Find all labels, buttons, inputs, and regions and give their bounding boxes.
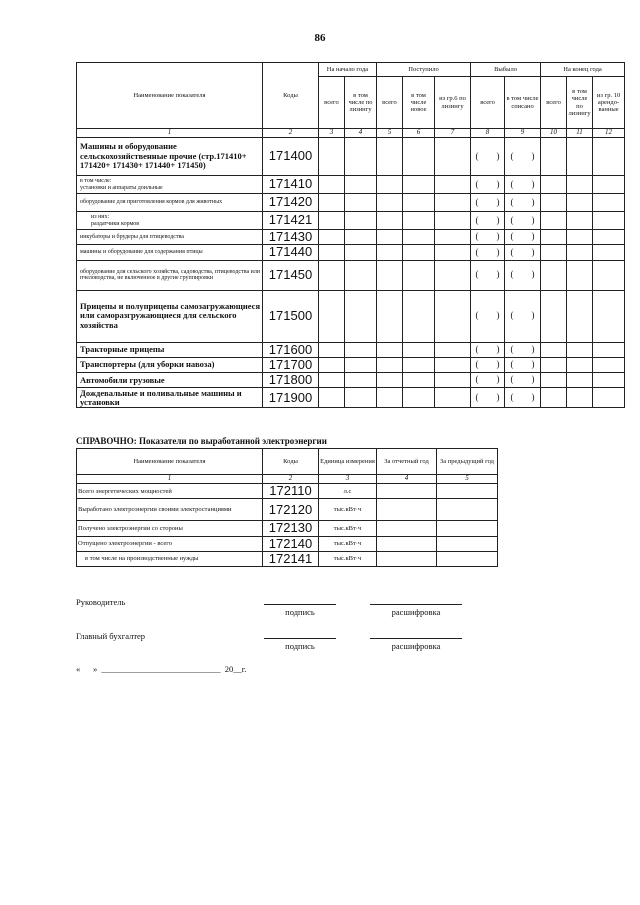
head-label: Руководитель (76, 597, 126, 607)
ref-value-cell[interactable] (437, 551, 498, 566)
ref-row-name: Получено электроэнергии со стороны (77, 521, 263, 536)
paren-cell[interactable]: ( ) (505, 342, 541, 357)
value-cell[interactable] (593, 138, 625, 176)
row-name: Транспортеры (для уборки навоза) (77, 357, 263, 372)
paren-cell[interactable]: ( ) (505, 176, 541, 194)
row-code: 171600 (263, 342, 319, 357)
ref-value-cell[interactable] (437, 499, 498, 521)
value-cell[interactable] (541, 342, 567, 357)
paren-cell[interactable]: ( ) (505, 194, 541, 212)
reference-table-body (77, 484, 498, 567)
ref-table-row (77, 521, 498, 536)
ref-table-row (77, 551, 498, 566)
value-cell[interactable] (435, 290, 471, 342)
value-cell[interactable] (567, 373, 593, 388)
value-cell[interactable] (377, 230, 403, 245)
paren-cell[interactable]: ( ) (505, 230, 541, 245)
value-cell[interactable] (593, 260, 625, 290)
value-cell[interactable] (377, 176, 403, 194)
row-name: Машины и оборудование сельскохозяйственные прочие (стр.171410+ 171420+ 171430+ 171440+ 171450) (77, 138, 263, 176)
value-cell[interactable] (593, 357, 625, 372)
header-sub: всего (471, 77, 505, 129)
table-row (77, 388, 625, 408)
header-name: Наименование показателя (77, 63, 263, 129)
paren-cell[interactable]: ( ) (471, 388, 505, 408)
value-cell[interactable] (403, 176, 435, 194)
row-name: оборудование для приготовления кормов для животных (77, 194, 263, 212)
paren-cell[interactable]: ( ) (471, 212, 505, 230)
accountant-signature-caption: подпись (285, 641, 315, 651)
value-cell[interactable] (541, 194, 567, 212)
ref-row-unit: тыс.кВт·ч (319, 521, 377, 536)
value-cell[interactable] (319, 230, 345, 245)
value-cell[interactable] (377, 357, 403, 372)
value-cell[interactable] (377, 290, 403, 342)
value-cell[interactable] (593, 373, 625, 388)
value-cell[interactable] (435, 194, 471, 212)
paren-cell[interactable]: ( ) (471, 260, 505, 290)
row-name: Тракторные прицепы (77, 342, 263, 357)
accountant-transcript-line[interactable] (370, 638, 462, 639)
row-name: из них: раздатчики кормов (77, 212, 263, 230)
ref-table-row (77, 484, 498, 499)
value-cell[interactable] (403, 290, 435, 342)
value-cell[interactable] (377, 260, 403, 290)
value-cell[interactable] (593, 290, 625, 342)
value-cell[interactable] (567, 245, 593, 260)
value-cell[interactable] (435, 260, 471, 290)
ref-row-code: 172130 (263, 521, 319, 536)
paren-cell[interactable]: ( ) (471, 245, 505, 260)
value-cell[interactable] (593, 245, 625, 260)
ref-row-name: Всего энергетических мощностей (77, 484, 263, 499)
value-cell[interactable] (435, 245, 471, 260)
value-cell[interactable] (593, 230, 625, 245)
value-cell[interactable] (345, 212, 377, 230)
paren-cell[interactable]: ( ) (505, 290, 541, 342)
ref-row-unit: тыс.кВт·ч (319, 499, 377, 521)
paren-cell[interactable]: ( ) (471, 138, 505, 176)
ref-row-name: Отпущено электроэнергии - всего (77, 536, 263, 551)
value-cell[interactable] (377, 212, 403, 230)
value-cell[interactable] (567, 388, 593, 408)
index-cell: 12 (593, 129, 625, 138)
value-cell[interactable] (435, 388, 471, 408)
value-cell[interactable] (345, 373, 377, 388)
index-cell: 7 (435, 129, 471, 138)
row-code: 171410 (263, 176, 319, 194)
index-cell: 2 (263, 129, 319, 138)
head-transcript-caption: расшифровка (391, 607, 441, 617)
value-cell[interactable] (403, 357, 435, 372)
header-sub: из гр.6 по лизингу (435, 77, 471, 129)
value-cell[interactable] (319, 245, 345, 260)
value-cell[interactable] (345, 388, 377, 408)
value-cell[interactable] (403, 194, 435, 212)
paren-cell[interactable]: ( ) (471, 230, 505, 245)
value-cell[interactable] (541, 357, 567, 372)
ref-table-row (77, 499, 498, 521)
header-codes: Коды (263, 63, 319, 129)
ref-header-current-year: За отчетный год (377, 449, 437, 475)
row-code: 171800 (263, 373, 319, 388)
value-cell[interactable] (567, 212, 593, 230)
header-sub: всего (541, 77, 567, 129)
value-cell[interactable] (345, 138, 377, 176)
value-cell[interactable] (345, 176, 377, 194)
value-cell[interactable] (345, 245, 377, 260)
head-signature-caption: подпись (285, 607, 315, 617)
value-cell[interactable] (541, 245, 567, 260)
value-cell[interactable] (567, 194, 593, 212)
value-cell[interactable] (345, 342, 377, 357)
header-sub: в том числе списано (505, 77, 541, 129)
value-cell[interactable] (435, 342, 471, 357)
ref-index-cell: 4 (377, 475, 437, 484)
table-row (77, 212, 625, 230)
row-name: Прицепы и полуприцепы самозагружающиеся или саморазгружающиеся для сельского хозяйства (77, 290, 263, 342)
value-cell[interactable] (403, 138, 435, 176)
ref-header-unit: Единица измерения (319, 449, 377, 475)
value-cell[interactable] (403, 245, 435, 260)
value-cell[interactable] (567, 357, 593, 372)
paren-cell[interactable]: ( ) (471, 290, 505, 342)
row-code: 171440 (263, 245, 319, 260)
paren-cell[interactable]: ( ) (505, 260, 541, 290)
value-cell[interactable] (403, 212, 435, 230)
value-cell[interactable] (345, 290, 377, 342)
value-cell[interactable] (593, 342, 625, 357)
value-cell[interactable] (403, 260, 435, 290)
table-row (77, 357, 625, 372)
paren-cell[interactable]: ( ) (471, 194, 505, 212)
paren-cell[interactable]: ( ) (505, 373, 541, 388)
value-cell[interactable] (319, 373, 345, 388)
table-row (77, 245, 625, 260)
date-field[interactable]: « » ____________________________ 20__г. (76, 664, 247, 674)
ref-value-cell[interactable] (377, 521, 437, 536)
ref-row-code: 172140 (263, 536, 319, 551)
index-cell: 6 (403, 129, 435, 138)
value-cell[interactable] (541, 230, 567, 245)
value-cell[interactable] (377, 194, 403, 212)
accountant-signature-line[interactable] (264, 638, 336, 639)
value-cell[interactable] (345, 230, 377, 245)
value-cell[interactable] (319, 290, 345, 342)
row-code: 171421 (263, 212, 319, 230)
row-code: 171500 (263, 290, 319, 342)
paren-cell[interactable]: ( ) (471, 357, 505, 372)
value-cell[interactable] (435, 138, 471, 176)
paren-cell[interactable]: ( ) (505, 138, 541, 176)
value-cell[interactable] (541, 373, 567, 388)
header-sub: в том числе по лизингу (567, 77, 593, 129)
ref-header-previous-year: За предыдущий год (437, 449, 498, 475)
paren-cell[interactable]: ( ) (471, 342, 505, 357)
index-cell: 9 (505, 129, 541, 138)
value-cell[interactable] (541, 138, 567, 176)
index-cell: 1 (77, 129, 263, 138)
ref-value-cell[interactable] (437, 484, 498, 499)
value-cell[interactable] (377, 342, 403, 357)
value-cell[interactable] (593, 176, 625, 194)
accountant-label: Главный бухгалтер (76, 631, 146, 641)
table-row (77, 138, 625, 176)
header-sub: в том числе новое (403, 77, 435, 129)
ref-row-code: 172120 (263, 499, 319, 521)
ref-index-cell: 2 (263, 475, 319, 484)
ref-value-cell[interactable] (377, 536, 437, 551)
paren-cell[interactable]: ( ) (505, 245, 541, 260)
value-cell[interactable] (435, 212, 471, 230)
ref-table-row (77, 536, 498, 551)
value-cell[interactable] (377, 245, 403, 260)
value-cell[interactable] (319, 212, 345, 230)
ref-row-name: в том числе на производственные нужды (77, 551, 263, 566)
main-table-body (77, 138, 625, 408)
value-cell[interactable] (345, 194, 377, 212)
table-row (77, 373, 625, 388)
row-code: 171400 (263, 138, 319, 176)
value-cell[interactable] (593, 194, 625, 212)
row-name: Автомобили грузовые (77, 373, 263, 388)
paren-cell[interactable]: ( ) (505, 212, 541, 230)
header-sub: из гр. 10 арендо-ванные (593, 77, 625, 129)
ref-row-unit: тыс.кВт·ч (319, 551, 377, 566)
ref-row-unit: л.с (319, 484, 377, 499)
value-cell[interactable] (541, 260, 567, 290)
table-row (77, 290, 625, 342)
ref-row-code: 172110 (263, 484, 319, 499)
ref-index-cell: 5 (437, 475, 498, 484)
paren-cell[interactable]: ( ) (505, 388, 541, 408)
header-group-out: Выбыло (471, 63, 541, 77)
value-cell[interactable] (541, 388, 567, 408)
value-cell[interactable] (319, 260, 345, 290)
value-cell[interactable] (541, 176, 567, 194)
paren-cell[interactable]: ( ) (505, 357, 541, 372)
value-cell[interactable] (319, 138, 345, 176)
page-number: 86 (314, 32, 326, 44)
value-cell[interactable] (319, 176, 345, 194)
ref-index-cell: 1 (77, 475, 263, 484)
ref-value-cell[interactable] (377, 499, 437, 521)
header-sub: всего (319, 77, 345, 129)
value-cell[interactable] (403, 388, 435, 408)
ref-header-name: Наименование показателя (77, 449, 263, 475)
row-name: оборудование для сельского хозяйства, садоводства, птицеводства или пчеловодства, не включенное в другие группировки (77, 260, 263, 290)
header-group-start: На начало года (319, 63, 377, 77)
value-cell[interactable] (345, 260, 377, 290)
reference-table (76, 448, 498, 567)
ref-index-cell: 3 (319, 475, 377, 484)
index-cell: 3 (319, 129, 345, 138)
index-cell: 8 (471, 129, 505, 138)
main-table (76, 62, 625, 408)
value-cell[interactable] (377, 138, 403, 176)
value-cell[interactable] (567, 290, 593, 342)
ref-row-name: Выработано электроэнергии своими электростанциями (77, 499, 263, 521)
value-cell[interactable] (541, 212, 567, 230)
value-cell[interactable] (403, 342, 435, 357)
value-cell[interactable] (567, 176, 593, 194)
index-cell: 4 (345, 129, 377, 138)
header-group-end: На конец года (541, 63, 625, 77)
table-row (77, 260, 625, 290)
value-cell[interactable] (319, 388, 345, 408)
row-code: 171450 (263, 260, 319, 290)
paren-cell[interactable]: ( ) (471, 176, 505, 194)
row-code: 171420 (263, 194, 319, 212)
ref-value-cell[interactable] (437, 521, 498, 536)
index-cell: 11 (567, 129, 593, 138)
value-cell[interactable] (435, 176, 471, 194)
head-signature-line[interactable] (264, 604, 336, 605)
value-cell[interactable] (435, 357, 471, 372)
value-cell[interactable] (403, 230, 435, 245)
row-name: в том числе: установки и аппараты доильные (77, 176, 263, 194)
value-cell[interactable] (567, 342, 593, 357)
table-row (77, 176, 625, 194)
row-name: Дождевальные и поливальные машины и установки (77, 388, 263, 408)
value-cell[interactable] (403, 373, 435, 388)
value-cell[interactable] (345, 357, 377, 372)
head-transcript-line[interactable] (370, 604, 462, 605)
table-row (77, 342, 625, 357)
header-group-in: Поступило (377, 63, 471, 77)
value-cell[interactable] (377, 373, 403, 388)
ref-value-cell[interactable] (377, 551, 437, 566)
table-row (77, 230, 625, 245)
index-cell: 10 (541, 129, 567, 138)
ref-row-unit: тыс.кВт·ч (319, 536, 377, 551)
value-cell[interactable] (567, 230, 593, 245)
index-cell: 5 (377, 129, 403, 138)
row-name: машины и оборудование для содержания птицы (77, 245, 263, 260)
row-code: 171700 (263, 357, 319, 372)
row-code: 171430 (263, 230, 319, 245)
ref-row-code: 172141 (263, 551, 319, 566)
value-cell[interactable] (435, 373, 471, 388)
value-cell[interactable] (593, 388, 625, 408)
ref-header-codes: Коды (263, 449, 319, 475)
table-row (77, 194, 625, 212)
value-cell[interactable] (435, 230, 471, 245)
header-sub: в том числе по лизингу (345, 77, 377, 129)
value-cell[interactable] (319, 194, 345, 212)
ref-value-cell[interactable] (437, 536, 498, 551)
row-name: инкубаторы и брудеры для птицеводства (77, 230, 263, 245)
value-cell[interactable] (567, 138, 593, 176)
header-sub: всего (377, 77, 403, 129)
accountant-transcript-caption: расшифровка (391, 641, 441, 651)
row-code: 171900 (263, 388, 319, 408)
value-cell[interactable] (377, 388, 403, 408)
value-cell[interactable] (567, 260, 593, 290)
reference-title: СПРАВОЧНО: Показатели по выработанной электроэнергии (76, 436, 327, 446)
value-cell[interactable] (541, 290, 567, 342)
value-cell[interactable] (593, 212, 625, 230)
value-cell[interactable] (319, 342, 345, 357)
value-cell[interactable] (319, 357, 345, 372)
paren-cell[interactable]: ( ) (471, 373, 505, 388)
ref-value-cell[interactable] (377, 484, 437, 499)
